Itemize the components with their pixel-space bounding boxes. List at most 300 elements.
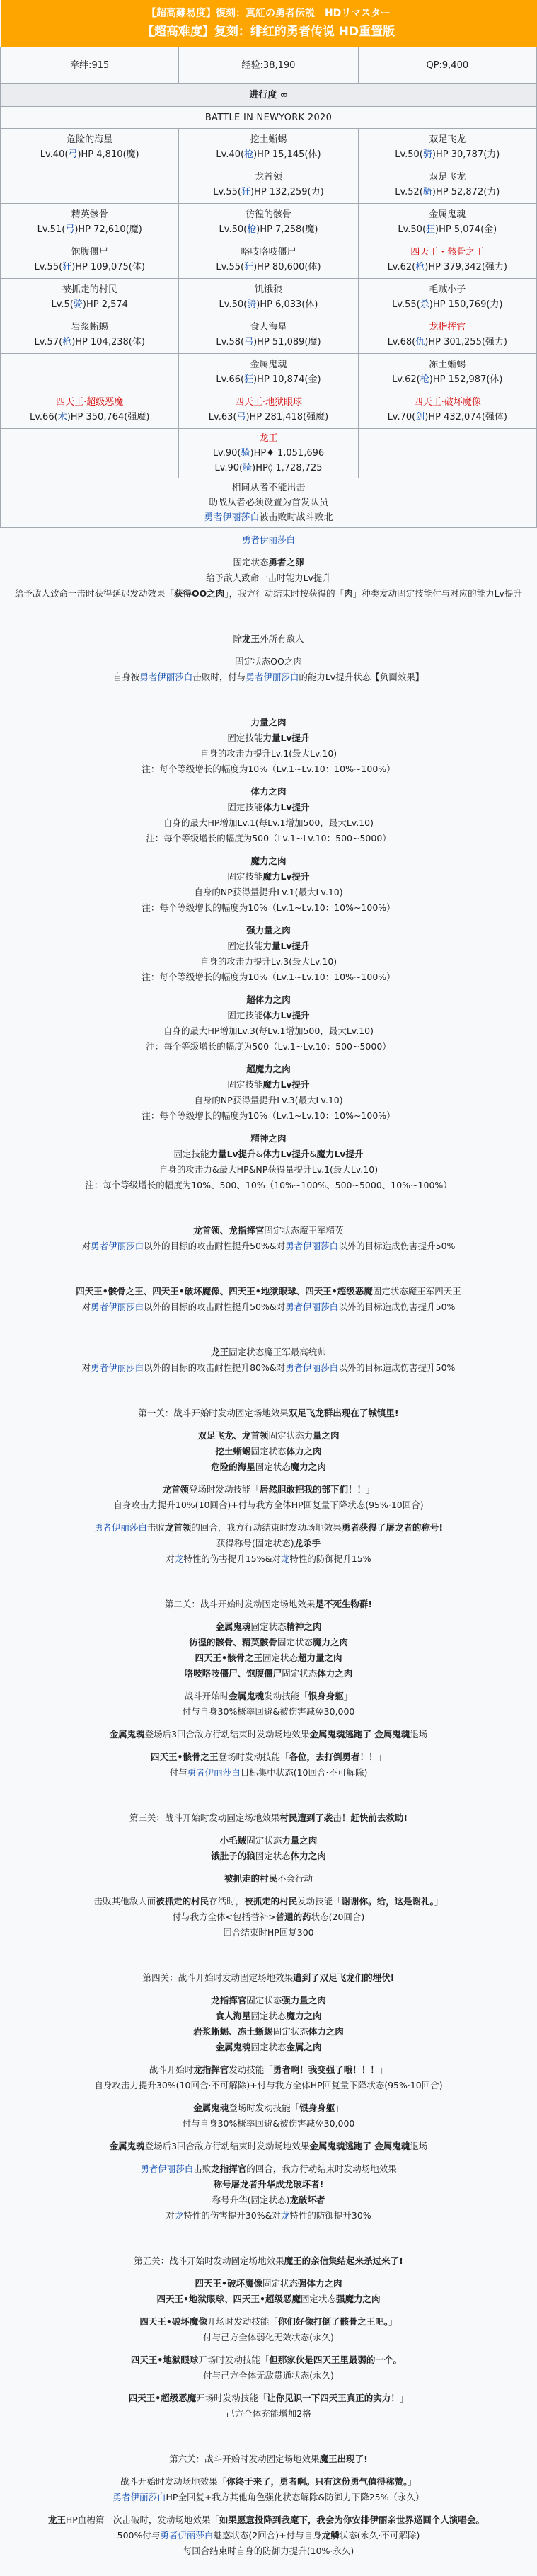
description-line bbox=[0, 970, 537, 985]
servant-link[interactable]: 勇者伊丽莎白 bbox=[285, 1301, 339, 1312]
enemy-stats bbox=[2, 260, 177, 275]
text-segment: 付与己方全体无敌贯通状态(永久) bbox=[203, 2370, 334, 2381]
bold-text: 体力Lv提升 bbox=[262, 1149, 310, 1159]
class-link[interactable]: 狂 bbox=[244, 262, 254, 272]
enemy-row bbox=[1, 204, 537, 241]
enemy-cell bbox=[358, 391, 536, 429]
class-link[interactable]: 狂 bbox=[62, 262, 72, 272]
bold-text: 小毛贼 bbox=[219, 1835, 247, 1846]
bold-text: 精神之肉 bbox=[286, 1621, 322, 1632]
text-segment: 登场后3回合敌方行动结束时发动场地效果 bbox=[144, 2141, 310, 2151]
description-line bbox=[0, 1459, 537, 1475]
bold-text: 四天王•破坏魔像 bbox=[139, 2316, 207, 2327]
text-segment: 登场时发动技能「 bbox=[188, 1484, 260, 1495]
bold-text: 龙首领、龙指挥官 bbox=[193, 1225, 265, 1236]
spacer bbox=[0, 2307, 537, 2314]
description-line bbox=[0, 1650, 537, 1666]
battle-title: BATTLE IN NEWYORK 2020 bbox=[1, 107, 537, 129]
bold-text: 体力之肉 bbox=[286, 1446, 322, 1456]
description-line bbox=[0, 1162, 537, 1178]
enemy-cell bbox=[1, 241, 179, 279]
enemy-name: 双足飞龙 bbox=[429, 172, 466, 183]
enemy-level: Lv.50( bbox=[219, 299, 248, 310]
enemy-level: Lv.55( bbox=[34, 262, 63, 272]
quest-description bbox=[0, 528, 537, 2576]
spacer bbox=[0, 1054, 537, 1062]
description-line bbox=[0, 1405, 537, 1421]
text-segment: 注：每个等级增长的幅度为10%、500、10%（10%~100%、500~5000、10%~100%） bbox=[85, 1180, 452, 1190]
spacer bbox=[0, 777, 537, 784]
description-line bbox=[0, 2406, 537, 2422]
text-segment: 发动技能「 bbox=[264, 1691, 308, 1701]
enemy-row bbox=[1, 129, 537, 166]
enemy-name: 龙王 bbox=[259, 433, 278, 444]
spacer bbox=[0, 2467, 537, 2474]
enemy-name: 毛贼小子 bbox=[429, 284, 466, 295]
description-line bbox=[0, 1619, 537, 1635]
text-segment: 称号升华(固定状态) bbox=[212, 2195, 290, 2205]
text-segment: 固定状态 bbox=[262, 1652, 298, 1663]
enemy-stats bbox=[180, 147, 356, 162]
text-segment: 自身的攻击力提升Lv.1(最大Lv.10) bbox=[200, 748, 337, 759]
description-line bbox=[0, 761, 537, 777]
text-segment: 注：每个等级增长的幅度为10%（Lv.1~Lv.10：10%~100%） bbox=[142, 972, 395, 982]
enemy-cell bbox=[1, 391, 179, 429]
enemy-level: Lv.58( bbox=[216, 337, 245, 347]
enemy-cell bbox=[358, 279, 536, 316]
text-segment: 自身的NP获得量提升Lv.3(最大Lv.10) bbox=[194, 1095, 343, 1105]
description-line bbox=[0, 2253, 537, 2269]
text-segment: 己方全体充能增加2格 bbox=[226, 2408, 311, 2419]
enemy-level: Lv.40( bbox=[40, 149, 69, 160]
spacer bbox=[0, 1864, 537, 1871]
enemy-cell bbox=[179, 166, 358, 204]
spacer bbox=[0, 1421, 537, 1428]
spacer bbox=[0, 1887, 537, 1894]
description-line bbox=[0, 2008, 537, 2024]
enemy-name: 被抓走的村民 bbox=[62, 284, 117, 295]
bold-text: 金属鬼魂 bbox=[109, 2141, 145, 2151]
servant-link[interactable]: 勇者伊丽莎白 bbox=[187, 1767, 241, 1778]
class-link[interactable]: 弓 bbox=[236, 412, 246, 422]
servant-link[interactable]: 龙 bbox=[280, 1553, 290, 1564]
bold-text: 超魔力之肉 bbox=[246, 1064, 291, 1074]
enemy-name: 危险的海星 bbox=[67, 134, 113, 145]
text-segment: 退场 bbox=[410, 2141, 428, 2151]
text-segment: 固定状态魔王军四天王 bbox=[372, 1286, 461, 1296]
quest-table bbox=[0, 0, 537, 528]
enemy-name: 精英骸骨 bbox=[71, 209, 108, 220]
description-line bbox=[0, 2116, 537, 2132]
description-line bbox=[0, 1970, 537, 1986]
class-link[interactable]: 枪 bbox=[415, 262, 425, 272]
description-line bbox=[0, 1925, 537, 1940]
bond-stat: 牵绊:915 bbox=[1, 47, 179, 84]
description-line bbox=[0, 532, 537, 548]
spacer bbox=[0, 1986, 537, 1993]
text-segment: 注：每个等级增长的幅度为500（Lv.1~Lv.10：500~5000） bbox=[146, 1041, 391, 1052]
spacer bbox=[0, 1720, 537, 1727]
bold-text: 强体力之肉 bbox=[298, 2278, 342, 2289]
empty-cell bbox=[1, 166, 179, 204]
text-segment: 登场时发动技能「 bbox=[218, 1752, 289, 1762]
servant-link[interactable]: 龙 bbox=[174, 1553, 184, 1564]
text-segment: 发动技能「 bbox=[229, 2064, 273, 2075]
spacer bbox=[0, 2345, 537, 2352]
description-line bbox=[0, 992, 537, 1008]
text-segment: 对 bbox=[166, 2210, 175, 2221]
enemy-hp: )HP 72,610(魔) bbox=[74, 224, 142, 235]
enemy-name: 四天王·超级恶魔 bbox=[56, 397, 124, 408]
description-line bbox=[0, 1704, 537, 1720]
text-segment: 的回合，我方行动结束时发动场地效果 bbox=[246, 2163, 397, 2174]
spacer bbox=[0, 2224, 537, 2253]
servant-link[interactable]: 勇者伊丽莎白 bbox=[140, 2163, 194, 2174]
enemy-cell bbox=[179, 241, 358, 279]
enemy-stats bbox=[360, 372, 535, 387]
bold-text: 魔力之肉 bbox=[313, 1637, 349, 1648]
description-line bbox=[0, 2368, 537, 2384]
class-link[interactable]: 术 bbox=[57, 412, 67, 422]
bold-text: 村民遭到了袭击！赶快前去救助! bbox=[279, 1812, 408, 1823]
servant-link[interactable]: 勇者伊丽莎白 bbox=[246, 672, 299, 682]
bold-text: 金属鬼魂逃跑了 金属鬼魂 bbox=[309, 2141, 410, 2151]
text-segment: 付与自身30%概率回避&被伤害减免30,000 bbox=[182, 2118, 355, 2129]
text-segment: 自身的最大HP增加Lv.1(每Lv.1增加500，最大Lv.10) bbox=[163, 817, 374, 828]
bold-text: 强魔力之肉 bbox=[335, 2294, 381, 2304]
description-line bbox=[0, 2100, 537, 2116]
enemy-name: 饱腹僵尸 bbox=[71, 247, 108, 258]
description-line bbox=[0, 2451, 537, 2467]
enemy-stats bbox=[180, 222, 356, 237]
text-segment: HP血槽第一次击破时，发动场地效果「 bbox=[65, 2514, 219, 2525]
bold-text: 银身身躯 bbox=[308, 1691, 344, 1701]
description-line bbox=[0, 2528, 537, 2543]
bold-text: 双足飞龙、龙首领 bbox=[197, 1430, 269, 1441]
servant-link[interactable]: 龙 bbox=[174, 2210, 184, 2221]
enemy-stats bbox=[180, 372, 356, 387]
enemy-level: Lv.50( bbox=[395, 149, 423, 160]
text-segment: 以外的目标的攻击耐性提升80%&对 bbox=[144, 1362, 286, 1373]
description-line bbox=[0, 1008, 537, 1023]
description-line bbox=[0, 1444, 537, 1459]
class-link[interactable]: 杀 bbox=[420, 299, 429, 310]
enemy-level: Lv.66( bbox=[216, 374, 245, 385]
servant-link[interactable]: 勇者伊丽莎白 bbox=[91, 1241, 144, 1251]
spacer bbox=[0, 1612, 537, 1619]
text-segment: 注：每个等级增长的幅度为500（Lv.1~Lv.10：500~5000） bbox=[146, 833, 391, 844]
enemy-level: Lv.57( bbox=[34, 337, 63, 347]
class-link[interactable]: 枪 bbox=[62, 337, 72, 347]
text-segment: 以外的目标造成伤害提升50% bbox=[338, 1362, 456, 1373]
description-line bbox=[0, 1666, 537, 1681]
rule-line bbox=[2, 510, 535, 525]
class-link[interactable]: 骑 bbox=[247, 299, 257, 310]
text-segment: 给予敌人致命一击时获得延迟发动效果「 bbox=[15, 588, 175, 599]
class-link[interactable]: 枪 bbox=[247, 224, 257, 235]
bold-text: 体力Lv提升 bbox=[262, 802, 310, 812]
class-link[interactable]: 骑 bbox=[73, 299, 83, 310]
spacer bbox=[0, 2093, 537, 2100]
servant-link[interactable]: 勇者伊丽莎白 bbox=[241, 534, 295, 545]
enemy-stats bbox=[2, 222, 177, 237]
class-link[interactable]: 狂 bbox=[244, 374, 254, 385]
servant-link[interactable]: 勇者伊丽莎白 bbox=[112, 2492, 166, 2502]
quest-title-jp: 【超高難易度】復刻：真紅の勇者伝説 HDリマスター bbox=[146, 8, 391, 19]
description-line bbox=[0, 730, 537, 746]
description-line bbox=[0, 1238, 537, 1254]
class-link[interactable]: 弓 bbox=[244, 337, 254, 347]
description-line bbox=[0, 2474, 537, 2490]
class-link[interactable]: 骑 bbox=[241, 448, 250, 459]
description-line bbox=[0, 954, 537, 970]
bold-text: 谢谢你。给，这是谢礼。 bbox=[341, 1896, 434, 1907]
description-line bbox=[0, 746, 537, 761]
text-segment: & bbox=[255, 1149, 263, 1159]
enemy-cell bbox=[1, 204, 179, 241]
text-segment: 」 bbox=[377, 1752, 387, 1762]
class-link[interactable]: 仇 bbox=[415, 337, 425, 347]
description-line bbox=[0, 1146, 537, 1162]
enemy-hp: )HP 30,787(力) bbox=[432, 149, 500, 160]
text-segment: 固定状态 bbox=[246, 1995, 282, 2006]
description-line bbox=[0, 669, 537, 685]
class-link[interactable]: 枪 bbox=[420, 374, 429, 385]
enemy-hp: )HP 2,574 bbox=[82, 299, 128, 310]
text-segment: 魅惑状态(2回合)+付与自身 bbox=[213, 2530, 322, 2541]
class-link[interactable]: 弓 bbox=[68, 149, 78, 160]
bold-text: 双足飞龙群出现在了城镇里! bbox=[288, 1408, 399, 1418]
bold-text: 龙王 bbox=[241, 633, 260, 644]
servant-link[interactable]: 勇者伊丽莎白 bbox=[91, 1362, 144, 1373]
description-line bbox=[0, 1131, 537, 1146]
enemy-hp: )HP 51,089(魔) bbox=[253, 337, 321, 347]
class-link[interactable]: 狂 bbox=[426, 224, 436, 235]
bold-text: 危险的海星 bbox=[211, 1461, 255, 1472]
bold-text: 遭到了双足飞龙们的埋伏! bbox=[293, 1972, 395, 1983]
bold-text: 龙鳞 bbox=[321, 2530, 340, 2541]
spacer bbox=[0, 1193, 537, 1223]
text-segment: 自身攻击力提升10%(10回合)+付与我方全体HP回复量下降状态(95%·10回合) bbox=[113, 1500, 424, 1510]
enemy-level: Lv.5( bbox=[51, 299, 74, 310]
bold-text: 你们好像打倒了骸骨之王吧。 bbox=[277, 2316, 389, 2327]
enemy-name: 四天王·破坏魔像 bbox=[413, 397, 481, 408]
class-link[interactable]: 剑 bbox=[415, 412, 425, 422]
enemy-stats bbox=[360, 185, 535, 200]
empty-cell bbox=[1, 354, 179, 391]
servant-link[interactable]: 龙 bbox=[280, 2210, 290, 2221]
enemy-name: 饥饿狼 bbox=[254, 284, 282, 295]
enemy-hp: )HP 350,764(强魔) bbox=[67, 412, 150, 422]
text-segment: 特性的伤害提升30%&对 bbox=[183, 2210, 281, 2221]
text-segment: & bbox=[309, 1149, 317, 1159]
description-line bbox=[0, 2040, 537, 2055]
text-segment: 」，我方行动结束时按获得的「 bbox=[224, 588, 345, 599]
text-segment: 状态(20回合) bbox=[311, 1911, 365, 1922]
enemy-hp: )HP 432,074(强体) bbox=[425, 412, 507, 422]
quest-rules bbox=[1, 478, 537, 528]
text-segment: 战斗开始时 bbox=[149, 2064, 194, 2075]
enemy-level: Lv.50( bbox=[219, 224, 248, 235]
servant-link[interactable]: 勇者伊丽莎白 bbox=[160, 2530, 214, 2541]
enemy-stats bbox=[360, 410, 535, 425]
enemy-name: 龙指挥官 bbox=[429, 322, 466, 333]
bold-text: 龙首领 bbox=[162, 1484, 189, 1495]
text-segment: 第三关：战斗开始时发动固定场地效果 bbox=[129, 1812, 280, 1823]
enemy-name: 四天王·地狱眼球 bbox=[234, 397, 303, 408]
description-line bbox=[0, 586, 537, 602]
description-line bbox=[0, 1299, 537, 1315]
spacer bbox=[0, 2422, 537, 2451]
description-line bbox=[0, 1023, 537, 1039]
spacer bbox=[0, 1513, 537, 1520]
description-line bbox=[0, 923, 537, 938]
class-link[interactable]: 骑 bbox=[422, 149, 432, 160]
text-segment: 」 bbox=[434, 1896, 444, 1907]
servant-link[interactable]: 勇者伊丽莎白 bbox=[139, 672, 193, 682]
text-segment: 付与己方全体弱化无效状态(永久) bbox=[203, 2332, 334, 2342]
text-segment: 固定技能 bbox=[227, 941, 263, 951]
text-segment: 对 bbox=[81, 1362, 91, 1373]
text-segment: 固定状态 bbox=[255, 1851, 291, 1861]
servant-link[interactable]: 勇者伊丽莎白 bbox=[285, 1362, 339, 1373]
bold-text: 龙王 bbox=[47, 2514, 66, 2525]
enemy-cell bbox=[1, 279, 179, 316]
bold-text: 龙首领 bbox=[164, 1522, 192, 1533]
bold-text: 力量之肉 bbox=[304, 1430, 340, 1441]
text-segment: 登场时发动技能「 bbox=[229, 2103, 300, 2113]
bold-text: 龙破坏者 bbox=[289, 2195, 325, 2205]
description-line bbox=[0, 1360, 537, 1376]
enemy-hp: )HP 7,258(魔) bbox=[256, 224, 318, 235]
bold-text: 勇者之卵 bbox=[268, 557, 304, 568]
spacer bbox=[0, 1124, 537, 1131]
text-segment: 」 bbox=[399, 2393, 409, 2403]
text-segment: 目标集中状态(10回合·不可解除) bbox=[240, 1767, 368, 1778]
enemy-name: 金属鬼魂 bbox=[250, 360, 287, 370]
text-segment: 」 bbox=[480, 2514, 490, 2525]
class-link[interactable]: 骑 bbox=[243, 463, 253, 473]
text-segment: 第一关：战斗开始时发动固定场地效果 bbox=[138, 1408, 289, 1418]
bold-text: 金属鬼魂 bbox=[193, 2103, 229, 2113]
enemy-cell bbox=[358, 204, 536, 241]
description-line bbox=[0, 654, 537, 669]
text-segment: 除 bbox=[233, 633, 242, 644]
class-link[interactable]: 骑 bbox=[422, 187, 432, 197]
enemy-level: Lv.50( bbox=[398, 224, 427, 235]
bold-text: 金属鬼魂 bbox=[215, 1621, 251, 1632]
bold-text: 体力之肉 bbox=[250, 786, 287, 797]
description-line bbox=[0, 2024, 537, 2040]
description-line bbox=[0, 570, 537, 586]
bold-text: 但那家伙是四天王里最弱的一个。 bbox=[269, 2354, 398, 2365]
bold-text: 称号屠龙者升华成龙破坏者! bbox=[213, 2179, 324, 2190]
bold-text: 你终于来了，勇者啊。只有这份勇气值得称赞。 bbox=[226, 2476, 408, 2487]
description-line bbox=[0, 2352, 537, 2368]
enemy-level: Lv.55( bbox=[213, 187, 241, 197]
text-segment: 发动技能「 bbox=[297, 1896, 342, 1907]
description-line bbox=[0, 1909, 537, 1925]
bold-text: 精神之肉 bbox=[250, 1133, 287, 1144]
servant-link[interactable]: 勇者伊丽莎白 bbox=[285, 1241, 339, 1251]
enemy-row bbox=[1, 316, 537, 354]
description-line bbox=[0, 1077, 537, 1093]
spacer bbox=[0, 2505, 537, 2512]
description-line bbox=[0, 1871, 537, 1887]
enemy-level: Lv.51( bbox=[37, 224, 66, 235]
spacer bbox=[0, 1742, 537, 1749]
text-segment: 付与 bbox=[169, 1767, 187, 1778]
enemy-hp: )HP 80,600(体) bbox=[253, 262, 321, 272]
class-link[interactable]: 狂 bbox=[241, 187, 250, 197]
description-line bbox=[0, 1551, 537, 1567]
bold-text: 金属鬼魂 bbox=[109, 1729, 145, 1740]
text-segment: 」 bbox=[397, 2354, 407, 2365]
bold-text: 龙指挥官 bbox=[211, 1995, 247, 2006]
description-line bbox=[0, 1428, 537, 1444]
text-segment: 击败时，付与 bbox=[192, 672, 246, 682]
qp-stat: QP:9,400 bbox=[358, 47, 536, 84]
description-line bbox=[0, 800, 537, 815]
text-segment: 固定技能 bbox=[227, 1079, 263, 1090]
text-segment: 退场 bbox=[410, 1729, 428, 1740]
bold-text: 居然胆敢把我的部下们！！ bbox=[260, 1484, 366, 1495]
bold-text: 四天王•骸骨之王 bbox=[150, 1752, 219, 1762]
servant-link[interactable]: 勇者伊丽莎白 bbox=[204, 512, 260, 523]
bold-text: 体力之肉 bbox=[317, 1668, 353, 1679]
class-link[interactable]: 弓 bbox=[65, 224, 75, 235]
class-link[interactable]: 枪 bbox=[244, 149, 254, 160]
enemy-stats bbox=[180, 446, 356, 461]
servant-link[interactable]: 勇者伊丽莎白 bbox=[91, 1301, 144, 1312]
spacer bbox=[0, 1475, 537, 1482]
text-segment: 对 bbox=[166, 1553, 175, 1564]
servant-link[interactable]: 勇者伊丽莎白 bbox=[93, 1522, 147, 1533]
bold-text: 体力Lv提升 bbox=[262, 1010, 310, 1020]
text-segment: 固定状态OO之肉 bbox=[235, 656, 302, 667]
enemy-level: Lv.40( bbox=[216, 149, 245, 160]
bold-text: 金属鬼魂 bbox=[215, 2042, 251, 2052]
enemy-level: Lv.70( bbox=[387, 412, 416, 422]
description-line bbox=[0, 2330, 537, 2345]
progress-label: 进行度 ∞ bbox=[1, 84, 537, 107]
enemy-cell bbox=[179, 391, 358, 429]
text-segment: 付与我方全体<包括替补> bbox=[172, 1911, 276, 1922]
text-segment: 第二关：战斗开始时发动固定场地效果 bbox=[164, 1599, 316, 1609]
description-line bbox=[0, 1727, 537, 1742]
text-segment: 」 bbox=[379, 2064, 388, 2075]
text-segment: 第四关：战斗开始时发动固定场地效果 bbox=[142, 1972, 294, 1983]
bold-text: 力量之肉 bbox=[282, 1835, 318, 1846]
text-segment: 」 bbox=[366, 1484, 375, 1495]
enemy-hp: )HP 152,987(体) bbox=[429, 374, 503, 385]
description-line bbox=[0, 1223, 537, 1238]
empty-cell bbox=[358, 429, 536, 478]
spacer bbox=[0, 1681, 537, 1689]
text-segment: 自身攻击力提升30%(10回合·不可解除)+付与我方全体HP回复量下降状态(95%·10回合) bbox=[94, 2080, 443, 2091]
text-segment: 自身的NP获得量提升Lv.1(最大Lv.10) bbox=[194, 887, 343, 897]
description-line bbox=[0, 1062, 537, 1077]
bold-text: 勇者啊！我变强了哦！！！ bbox=[272, 2064, 379, 2075]
enemy-row bbox=[1, 279, 537, 316]
spacer bbox=[0, 1376, 537, 1405]
bold-text: 超力量之肉 bbox=[298, 1652, 342, 1663]
description-line bbox=[0, 2391, 537, 2406]
enemy-cell bbox=[1, 316, 179, 354]
description-line bbox=[0, 2543, 537, 2559]
text-segment: 固定状态 bbox=[277, 1637, 313, 1648]
spacer bbox=[0, 548, 537, 555]
